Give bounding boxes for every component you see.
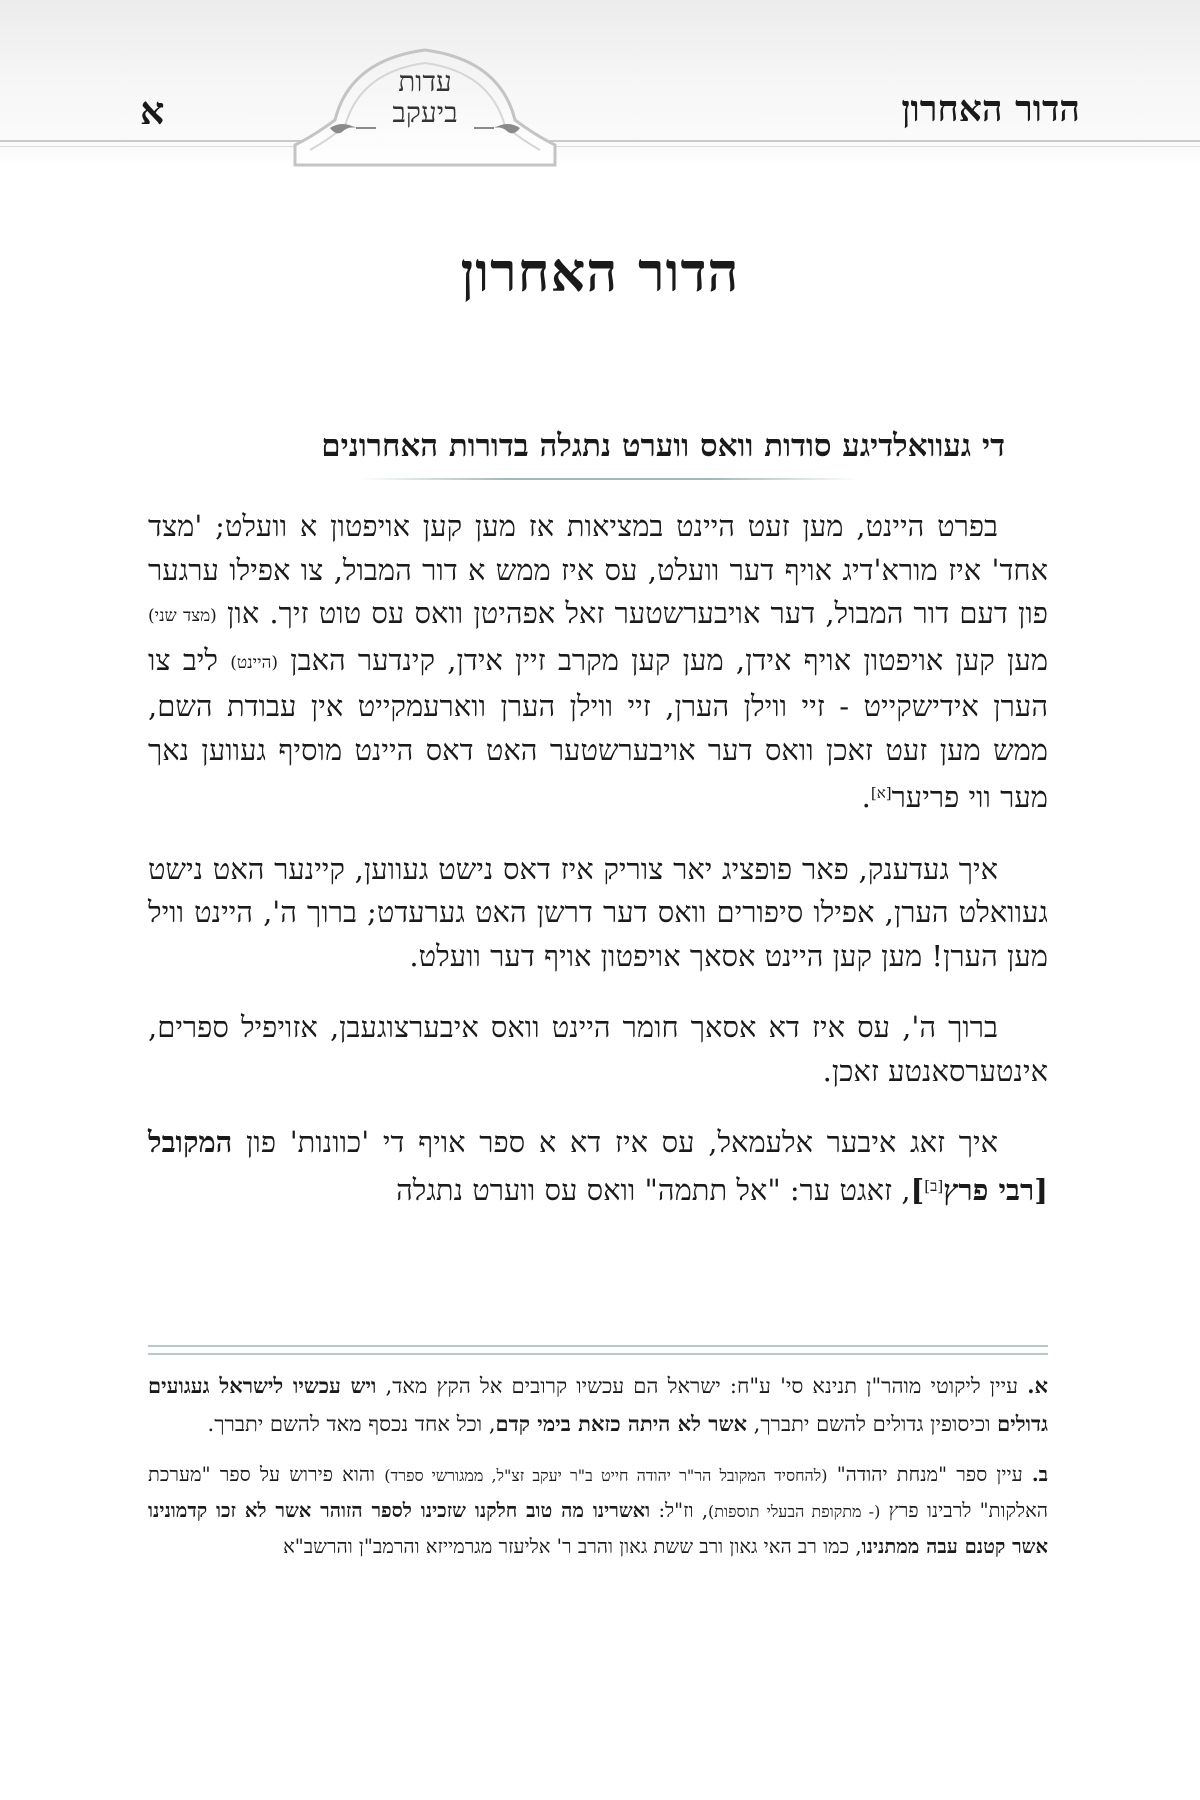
paragraph-1-aside-1: (מצד שני) [148, 606, 217, 626]
footnote-b-aside-2: (- מתקופת הבעלי תוספות) [708, 1502, 881, 1521]
paragraph-4-bold-1: המקובל [148, 1125, 233, 1159]
paragraph-4-text-b: , זאגט ער: "אל תתמה" וואס עס ווערט נתגלה [396, 1172, 911, 1207]
paragraph-3: ברוך ה', עס איז דא אסאך חומר היינט וואס איבערצוגעבן, אזויפיל ספרים, אינטערסאנטע זאכן. [148, 1010, 1048, 1088]
footnote-a [148, 1367, 1048, 1443]
footnotes [148, 1367, 1048, 1578]
paragraph-1-end: . [861, 780, 871, 814]
footnote-divider [148, 1345, 1048, 1355]
page-number: א [140, 88, 165, 133]
section-heading: די געוואלדיגע סודות וואס ווערט נתגלה בדורות האחרונים [321, 428, 1005, 464]
footnote-b-bold: ואשרינו מה טוב חלקנו שזכינו לספר הזוהר אשר לא זכו קדמונינו אשר קטנם עבה ממתנינו [148, 1499, 1048, 1558]
footnote-b-text-2: והוא פירוש על ספר "מערכת האלקות" לרבינו פרץ [148, 1463, 1048, 1522]
header-rule-thin [0, 146, 1200, 147]
footnote-b-text-1: עיין ספר "מנחת יהודה" [836, 1463, 1023, 1486]
footnote-b-aside-1: (להחסיד המקובל הר"ר יהודה חייט ב"ר יעקב זצ"ל, ממגורשי ספרד) [384, 1466, 828, 1485]
running-title: הדור האחרון [901, 88, 1080, 130]
body-text [148, 505, 1048, 1240]
paragraph-2: איך געדענק, פאר פופציג יאר צוריק איז דאס נישט געווען, קיינער האט נישט געוואלט הערן, אפילו סיפורים וואס דער דרשן האט גערעדט; ברוך ה', היינט וויל מען הערן! מען קען היינט אסאך אויפטון אויף דער וועלט. [148, 851, 1048, 973]
paragraph-4-bold-3: ] [910, 1172, 925, 1207]
footnote-b-mark: ב. [1031, 1463, 1049, 1486]
footnote-a-text-1: עיין ליקוטי מוהר"ן תנינא סי' ע"ח: ישראל הם עכשיו קרובים אל הקץ מאד, [385, 1374, 1019, 1398]
paragraph-1-text-a: בפרט היינט, מען זעט היינט במציאות אז מען קען אויפטון א וועלט; 'מצד אחד' איז מורא'דיג אויף דער וועלט, עס איז ממש א דור המבול, צו אפילו ערגער פון דעם דור המבול, דער אויבערשטער זאל אפהיטן וואס עס טוט זיך. און [148, 509, 1048, 630]
footnote-a-bold-1: ויש עכשיו לישראל געגועים גדולים [148, 1373, 1048, 1436]
footnote-b [148, 1457, 1048, 1564]
emblem-title [315, 66, 535, 128]
header-rule [0, 140, 1200, 142]
paragraph-1-aside-2: (היינט) [230, 652, 278, 673]
paragraph-4-bold-2: [רבי פרץ [943, 1172, 1048, 1207]
heading-underline [360, 478, 860, 480]
paragraph-1-text-b: מען קען אויפטון אויף אידן, מען קען מקרב זיין אידן, קינדער האבן [290, 642, 1049, 677]
emblem-line-2: ביעקב [392, 96, 458, 129]
footnote-a-mark: א. [1027, 1373, 1048, 1398]
footnote-a-bold-2: אשר לא היתה כזאת בימי קדם [495, 1411, 747, 1436]
paragraph-1 [148, 505, 1048, 820]
footnote-b-text-4: , כמו רב האי גאון ורב ששת גאון והרב ר' אליעזר מגרמייזא והרמב"ן והרשב"א [283, 1535, 862, 1558]
paragraph-4-text-a: איך זאג איבער אלעמאל, עס איז דא א ספר אויף די 'כוונות' פון [246, 1125, 998, 1159]
footnote-a-text-2: וכיסופין גדולים להשם יתברך, [753, 1412, 991, 1436]
paragraph-4 [148, 1121, 1048, 1212]
footnote-a-text-3: , וכל אחד נכסף מאד להשם יתברך. [207, 1412, 496, 1436]
paragraph-1-text-c: ליב צו הערן אידישקייט - זיי ווילן הערן, זיי ווילן הערן ווארעמקייט אין עבודת השם, ממש מען זעט זאכן וואס דער אויבערשטער האט דאס היינט מוסיף געווען נאך מער ווי פריער [148, 642, 1048, 814]
footnote-ref-b[interactable]: [ב] [924, 1176, 944, 1195]
emblem-line-1: עדות [398, 65, 452, 98]
footnote-ref-a[interactable]: [א] [870, 784, 892, 802]
footnote-b-text-3: , וז"ל: [658, 1499, 709, 1522]
chapter-title: הדור האחרון [460, 240, 740, 304]
